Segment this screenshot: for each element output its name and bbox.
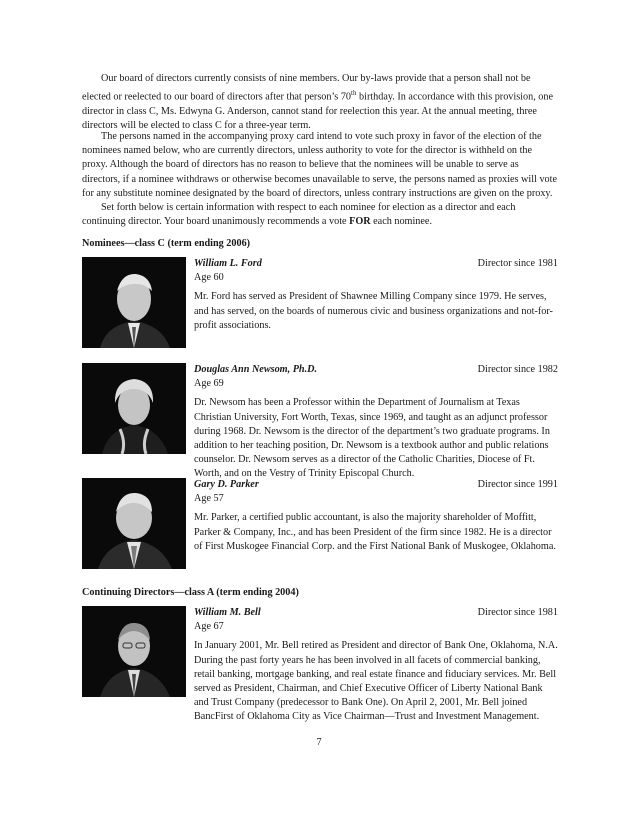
director-photo-ford xyxy=(82,257,186,348)
intro-p3-text-end: each nominee. xyxy=(370,216,432,228)
intro-p3-text: Set forth below is certain information with respect to each nominee for election as a director and each continuing director. Your board unanimously recommends a vote xyxy=(82,202,516,228)
director-entry-bell xyxy=(194,606,558,725)
director-age: Age 69 xyxy=(194,378,224,390)
director-since: Director since 1982 xyxy=(477,364,558,375)
director-bio: Dr. Newsom has been a Professor within the Department of Journalism at Texas Christian University, Fort Worth, Texas, since 1969, and taught as an adjunct professor during 1968. Dr. Newsom is the director of the department’s two graduate programs. In addition to her teaching position, Dr. Newsom is a textbook author and public relations counselor. Dr. Newsom serves as a director of the Catholic Charities, Diocese of Ft. Worth, and on the Vestry of Trinity Episcopal Church. xyxy=(194,397,550,480)
intro-p1-text-cont: birthday. In accordance with this provision, one director in class C, Ms. Edwyna G. Anderson, cannot stand for reelection this year. At the annual meeting, three directors will be elected to class C for a three-year term. xyxy=(82,91,553,131)
director-entry-newsom xyxy=(194,363,558,482)
intro-paragraph-3 xyxy=(82,201,558,229)
for-emphasis: FOR xyxy=(349,216,371,228)
portrait-image xyxy=(82,363,186,454)
section-heading-continuing: Continuing Directors—class A (term ending 2004) xyxy=(82,587,299,598)
director-since: Director since 1991 xyxy=(477,479,558,490)
director-age: Age 67 xyxy=(194,621,224,633)
director-bio: In January 2001, Mr. Bell retired as President and director of Bank One, Oklahoma, N.A. During the past forty years he has been involved in all facets of commercial banking, retail banking, mortgage banking, and real estate finance and fiduciary services. Mr. Bell served as President, Chairman, and Chief Executive Officer of Liberty National Bank and Trust Company (predecessor to Bank One). On April 2, 2001, Mr. Bell joined BancFirst of Oklahoma City as Vice Chairman—Trust and Investment Management. xyxy=(194,640,558,723)
director-bio: Mr. Parker, a certified public accountant, is also the majority shareholder of Moffitt, Parker & Company, Inc., and has been President of the firm since 1982. He is a director of First Muskogee Financial Corp. and the First National Bank of Muskogee, Oklahoma. xyxy=(194,512,556,552)
director-since: Director since 1981 xyxy=(477,607,558,618)
section-heading-nominees: Nominees—class C (term ending 2006) xyxy=(82,238,251,249)
director-name: Gary D. Parker xyxy=(194,479,259,490)
director-age: Age 60 xyxy=(194,272,224,284)
director-age: Age 57 xyxy=(194,493,224,505)
director-name: William L. Ford xyxy=(194,258,262,269)
intro-p1-text: Our board of directors currently consists of nine members. Our by-laws provide that a person shall not be elected or reelected to our board of directors after that person’s 70 xyxy=(82,73,531,103)
intro-paragraph-1 xyxy=(82,72,558,133)
intro-paragraph-2: The persons named in the accompanying proxy card intend to vote such proxy in favor of the election of the nominees named below, who are currently directors, unless authority to vote for the director is withheld on the proxy. Although the board of directors has no reason to believe that the nominees will be unable to serve as directors, if a nominee withdraws or otherwise becomes unavailable to serve, the persons named as proxies will vote for any substitute nominee designated by the board of directors, unless contrary instructions are given on the proxy. xyxy=(82,131,557,199)
director-photo-parker xyxy=(82,478,186,569)
superscript-th: th xyxy=(351,89,357,98)
director-entry-parker xyxy=(194,478,558,554)
portrait-image xyxy=(82,606,186,697)
portrait-image xyxy=(82,257,186,348)
director-entry-ford xyxy=(194,257,558,333)
director-photo-newsom xyxy=(82,363,186,454)
director-name: Douglas Ann Newsom, Ph.D. xyxy=(194,364,318,375)
director-since: Director since 1981 xyxy=(477,258,558,269)
portrait-image xyxy=(82,478,186,569)
director-bio: Mr. Ford has served as President of Shawnee Milling Company since 1979. He serves, and has served, on the boards of numerous civic and business organizations and not-for-profit associations. xyxy=(194,291,553,331)
director-name: William M. Bell xyxy=(194,607,261,618)
director-photo-bell xyxy=(82,606,186,697)
page-number: 7 xyxy=(316,737,322,748)
